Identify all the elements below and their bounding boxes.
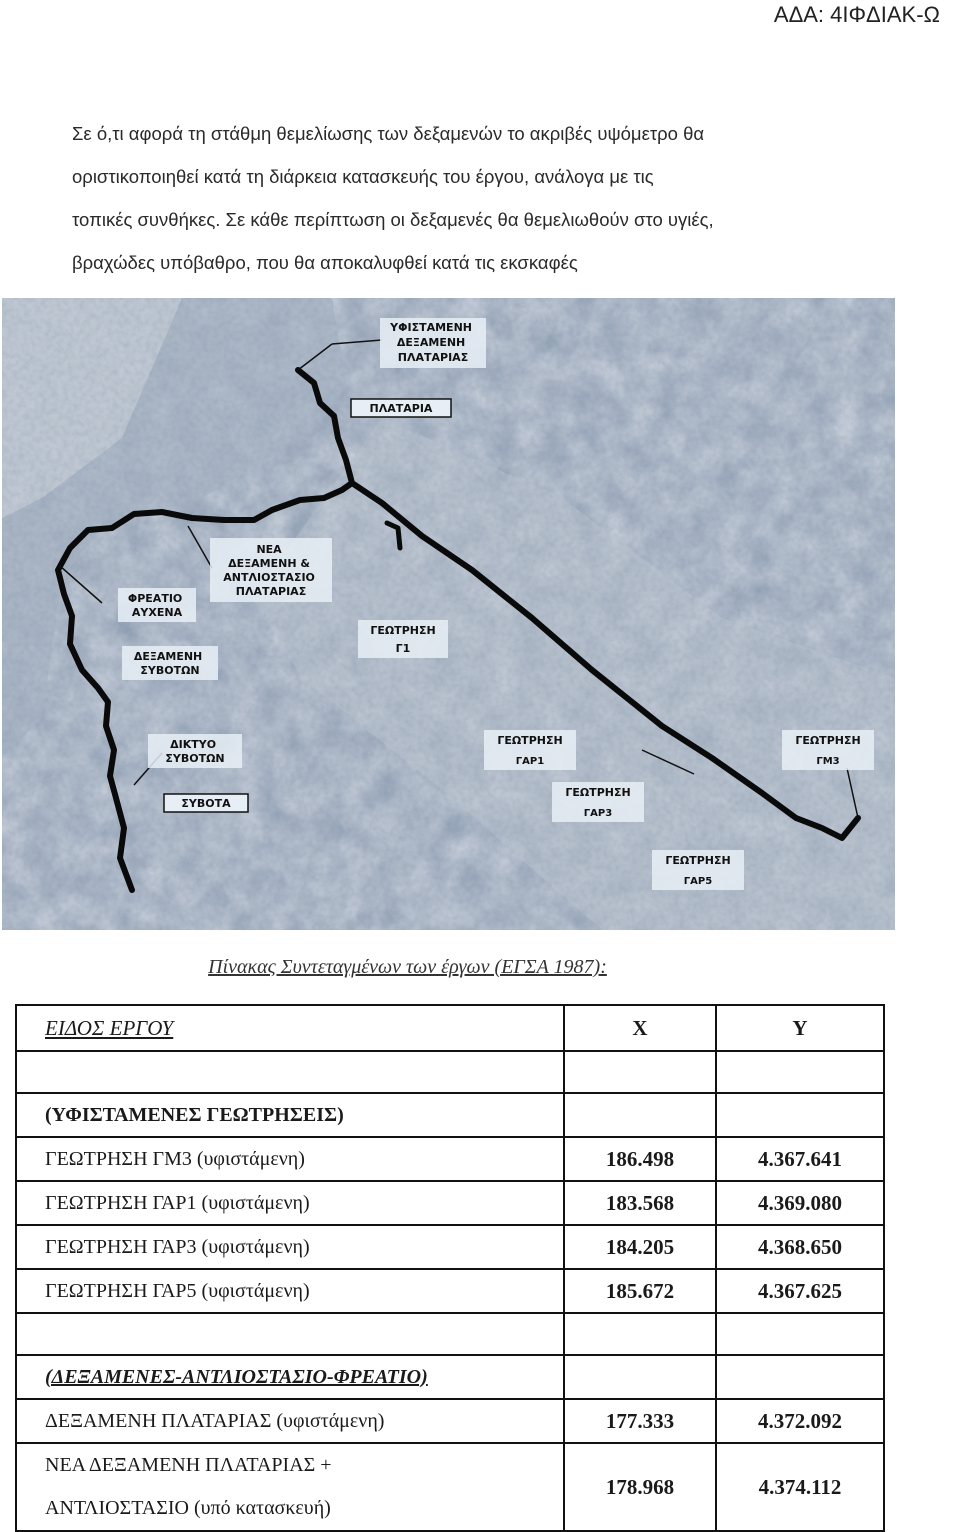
label-gm3-sub: ΓΜ3 <box>816 756 840 767</box>
row-y: 4.367.625 <box>716 1269 884 1313</box>
empty-cell <box>716 1093 884 1137</box>
row-name-line: ΑΝΤΛΙΟΣΤΑΣΙΟ (υπό κατασκευή) <box>45 1497 331 1519</box>
label-gar3-title: ΓΕΩΤΡΗΣΗ <box>565 786 631 799</box>
header-x: Χ <box>564 1005 716 1051</box>
intro-line: τοπικές συνθήκες. Σε κάθε περίπτωση οι δεξαμενές θα θεμελιωθούν στο υγιές, <box>72 209 714 230</box>
row-y: 4.369.080 <box>716 1181 884 1225</box>
empty-cell <box>564 1313 716 1355</box>
table-row <box>16 1137 884 1181</box>
row-name: ΓΕΩΤΡΗΣΗ ΓΑΡ5 (υφιστάμενη) <box>16 1269 564 1313</box>
label-network <box>165 738 224 765</box>
label-gar1-sub: ΓΑΡ1 <box>515 756 545 767</box>
intro-paragraph <box>72 112 892 284</box>
label-existing-tank <box>389 321 476 364</box>
label-g1-title: ΓΕΩΤΡΗΣΗ <box>370 624 436 637</box>
label-line: ΣΥΒΟΤΩΝ <box>165 752 225 765</box>
table-row <box>16 1225 884 1269</box>
empty-cell <box>16 1313 564 1355</box>
row-name <box>16 1443 564 1531</box>
group-title-row <box>16 1093 884 1137</box>
label-line: ΔΕΞΑΜΕΝΗ & <box>228 557 310 570</box>
label-gar5-sub: ΓΑΡ5 <box>683 876 713 887</box>
row-x: 184.205 <box>564 1225 716 1269</box>
ada-code: ΑΔΑ: 4ΙΦΔΙΑΚ-Ω <box>773 2 940 27</box>
row-name: ΓΕΩΤΡΗΣΗ ΓΑΡ1 (υφιστάμενη) <box>16 1181 564 1225</box>
table-spacer-row <box>16 1051 884 1093</box>
label-line: ΔΕΞΑΜΕΝΗ <box>396 336 466 349</box>
label-line: ΦΡΕΑΤΙΟ <box>127 592 183 605</box>
header-y: Υ <box>716 1005 884 1051</box>
label-plataria: ΠΛΑΤΑΡΙΑ <box>369 402 433 415</box>
label-line: ΣΥΒΟΤΩΝ <box>140 664 200 677</box>
row-y: 4.374.112 <box>716 1443 884 1531</box>
table-row <box>16 1399 884 1443</box>
row-y: 4.367.641 <box>716 1137 884 1181</box>
table-row <box>16 1443 884 1531</box>
row-x: 178.968 <box>564 1443 716 1531</box>
empty-cell <box>716 1051 884 1093</box>
table-row <box>16 1181 884 1225</box>
row-name: ΔΕΞΑΜΕΝΗ ΠΛΑΤΑΡΙΑΣ (υφιστάμενη) <box>16 1399 564 1443</box>
label-freatio <box>128 592 186 619</box>
intro-line: οριστικοποιηθεί κατά τη διάρκεια κατασκευής του έργου, ανάλογα με τις <box>72 166 654 187</box>
table-row <box>16 1269 884 1313</box>
label-line: ΥΦΙΣΤΑΜΕΝΗ <box>390 321 472 334</box>
table-caption: Πίνακας Συντεταγμένων των έργων (ΕΓΣΑ 1987): <box>208 956 607 978</box>
label-line: ΝΕΑ <box>256 543 282 556</box>
label-gar5-title: ΓΕΩΤΡΗΣΗ <box>665 854 731 867</box>
project-map <box>2 298 895 930</box>
label-line: ΠΛΑΤΑΡΙΑΣ <box>397 351 469 364</box>
empty-cell <box>716 1313 884 1355</box>
empty-cell <box>564 1093 716 1137</box>
label-tank-syvota <box>134 650 206 677</box>
label-g1-sub: Γ1 <box>395 642 411 655</box>
map-svg <box>2 298 895 930</box>
intro-line: βραχώδες υπόβαθρο, που θα αποκαλυφθεί κατά τις εκσκαφές <box>72 252 578 273</box>
coordinates-table <box>15 1004 885 1532</box>
row-y: 4.368.650 <box>716 1225 884 1269</box>
label-gar3-sub: ΓΑΡ3 <box>583 808 613 819</box>
row-name-line: ΝΕΑ ΔΕΞΑΜΕΝΗ ΠΛΑΤΑΡΙΑΣ + <box>45 1454 332 1476</box>
label-gar1-title: ΓΕΩΤΡΗΣΗ <box>497 734 563 747</box>
group-title-tanks: (ΔΕΞΑΜΕΝΕΣ-ΑΝΤΛΙΟΣΤΑΣΙΟ-ΦΡΕΑΤΙΟ) <box>16 1355 564 1399</box>
label-gm3-title: ΓΕΩΤΡΗΣΗ <box>795 734 861 747</box>
row-y: 4.372.092 <box>716 1399 884 1443</box>
label-syvota: ΣΥΒΟΤΑ <box>181 797 231 810</box>
label-line: ΔΕΞΑΜΕΝΗ <box>133 650 203 663</box>
row-name: ΓΕΩΤΡΗΣΗ ΓΜ3 (υφιστάμενη) <box>16 1137 564 1181</box>
group-title-row <box>16 1355 884 1399</box>
row-x: 186.498 <box>564 1137 716 1181</box>
table-header-row <box>16 1005 884 1051</box>
empty-cell <box>16 1051 564 1093</box>
header-type: ΕΙΔΟΣ ΕΡΓΟΥ <box>16 1005 564 1051</box>
label-line: ΑΥΧΕΝΑ <box>131 606 183 619</box>
row-x: 177.333 <box>564 1399 716 1443</box>
empty-cell <box>716 1355 884 1399</box>
table-spacer-row <box>16 1313 884 1355</box>
empty-cell <box>564 1051 716 1093</box>
label-line: ΑΝΤΛΙΟΣΤΑΣΙΟ <box>223 571 315 584</box>
empty-cell <box>564 1355 716 1399</box>
row-x: 183.568 <box>564 1181 716 1225</box>
label-line: ΔΙΚΤΥΟ <box>170 738 217 751</box>
group-title-boreholes: (ΥΦΙΣΤΑΜΕΝΕΣ ΓΕΩΤΡΗΣΕΙΣ) <box>16 1093 564 1137</box>
row-name: ΓΕΩΤΡΗΣΗ ΓΑΡ3 (υφιστάμενη) <box>16 1225 564 1269</box>
row-x: 185.672 <box>564 1269 716 1313</box>
intro-line: Σε ό,τι αφορά τη στάθμη θεμελίωσης των δεξαμενών το ακριβές υψόμετρο θα <box>72 123 705 144</box>
label-line: ΠΛΑΤΑΡΙΑΣ <box>235 585 307 598</box>
